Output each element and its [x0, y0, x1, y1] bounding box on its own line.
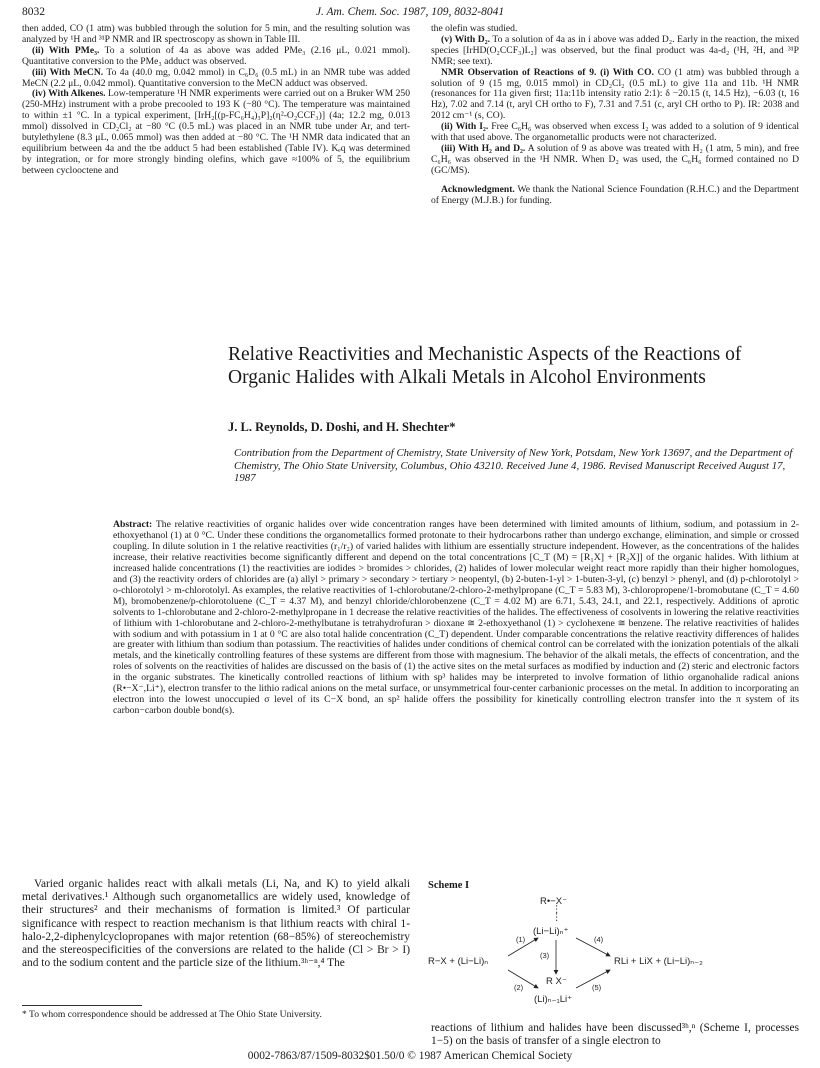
- page-number: 8032: [22, 6, 45, 18]
- paragraph-heading: (iv) With Alkenes.: [32, 88, 106, 100]
- scheme-label-1: (1): [516, 935, 526, 944]
- left-column: [22, 24, 410, 177]
- scheme-bottom-cluster: (Li)ₙ₋₁Li⁺: [534, 994, 573, 1005]
- paragraph-text: To a solution of 4a as above was added PMe₃ (2.16 μL, 0.021 mmol). Quantitative conversion to the PMe₃ adduct was observed.: [22, 44, 410, 67]
- scheme-label-5: (5): [592, 983, 602, 992]
- paragraph-text: then added, CO (1 atm) was bubbled through the solution for 5 min, and the resulting solution was analyzed by ¹H and ³¹P NMR and IR spectroscopy as shown in Table III.: [22, 23, 410, 45]
- scheme-arrow-4: [576, 938, 610, 956]
- paragraph-heading: Acknowledgment.: [441, 183, 515, 195]
- paragraph-text: Free C₆H₆ was observed when excess I₂ was added to a solution of 9 identical with that used above. The organometallic products were not characterized.: [431, 121, 800, 144]
- scheme-reactants: R−X + (Li−Li)ₙ: [428, 956, 489, 967]
- right-column-paragraph: [431, 122, 799, 144]
- article-title: Relative Reactivities and Mechanistic Aspects of the Reactions of Organic Halides with Alkali Metals in Alcohol Environments: [228, 344, 742, 388]
- intro-paragraph: Varied organic halides react with alkali metals (Li, Na, and K) to yield alkali metal derivatives.¹ Although such organometallics are widely used, knowledge of their structures² and their mechanisms of formation is limited.³ Of particular significance with respect to reaction mechanism is that lithium reacts with chiral 1-halo-2,2-diphenylcyclopropanes with major retention (68−85%) of stereochemistry and the stereospecificities of the conversions are related to the halide (Cl > Br > I) and to the sodium content and the particle size of the lithium.³ʰ⁻ⁿ,⁴ The: [22, 878, 410, 970]
- abstract-label: Abstract:: [113, 519, 153, 530]
- scheme-radical-anion: R•−X⁻: [540, 896, 568, 907]
- paragraph-text: CO (1 atm) was bubbled through a solution of 9 (15 mg, 0.015 mmol) in CD₂Cl₂ (0.5 mL) to give 11a and 11b. ¹H NMR (resonances for 11a given first; 11a:11b intensity ratio 2:1): δ −20.15 (t, 14.5 Hz), −6.03 (t, 16 Hz), 7.02 and 7.14 (t, aryl CH ortho to F), 7.31 and 7.51 (c, aryl CH ortho to P). IR: 2038 and 2012 cm⁻¹ (s, CO).: [431, 66, 800, 122]
- right-column-paragraph: [431, 144, 799, 177]
- left-column-paragraph: [22, 89, 410, 176]
- abstract-text: The relative reactivities of organic halides over wide concentration ranges have been determined with limited amounts of lithium, sodium, and potassium in 2-ethoxyethanol (1) at 0 °C. Under these conditions the organometallics formed protonate to their hydrocarbons rather than undergo exchange, elimination, and simple or crossed coupling. In dilute solution in 1 the relative reactivities (r₁/r₂) of varied halides with lithium are essentially structure independent. However, as the concentrations of the halides increase, their relative reactivities become significantly different and depend on the total concentrations [C_T (M) = [R₁X] + [R₂X]] of the organic halides. With lithium at increased halide concentrations (1) the reactivities are iodides > bromides > chlorides, (2) halides of lower molecular weight react more rapidly than their higher homologues, and (3) the reactivity orders of chlorides are (a) allyl > primary > secondary > tertiary > neopentyl, (b) 2-buten-1-yl > 1-buten-3-yl, (c) benzyl > phenyl, and (d) p-chlorotolyl > o-chlorotolyl > m-chlorotolyl. As examples, the relative reactivities of 1-chlorobutane/2-chloro-2-methylpropane (C_T = 5.83 M), 3-chloropropene/1-bromobutane (C_T = 4.60 M), bromobenzene/p-chlorotoluene (C_T = 4.37 M), and benzyl chloride/chlorobenzene (C_T = 4.02 M) are 6.71, 5.43, 24.1, and 22.1, respectively. Additions of aprotic solvents to 1-chlorobutane and 2-chloro-2-methylpropane in 1 decrease the relative reactivities of the halides. The effectiveness of cosolvents in lowering the relative reactivities of lithium with 1-chlorobutane and 2-chloro-2-methylbutane is tetrahydrofuran > dioxane ≅ 2-ethoxyethanol (1) > cyclohexene ≅ benzene. The relative reactivities of halides with sodium and with potassium in 1 at 0 °C are also total halide concentration (C_T) dependent. Under comparable concentrations the relative reactivity differences of halides are greater with lithium than sodium than potassium. The reactivities of halides under conditions of chemical control can be correlated with the ionization potentials of the alkali metals, and the kinetically controlling features of these systems are different from those with magnesium. The behavior of the alkali metals, the effects of concentration, and the roles of solvents on the reactivities of halides are discussed on the basis of (1) the active sites on the metal surfaces as modified by induction and (2) steric and electronic factors in the organic substrates. The kinetically controlled reactions of lithium with sp³ halides may be interpreted to involve formation of lithio organohalide radical anions (R•−X⁻,Li⁺), electron transfer to the lithio radical anions on the metal surface, or unsymmetrical four-center carbanionic processes on the metal. In addition to incorporating an electron into the lowest unoccupied σ level of its C−X bond, an sp² halide offers the possibility for kinetically controlling electron transfer into the π system of its carbon−carbon double bond(s).: [113, 519, 799, 717]
- running-header: [22, 6, 798, 22]
- paragraph-heading: (ii) With PMe₃.: [32, 44, 100, 56]
- footnote: * To whom correspondence should be addressed at The Ohio State University.: [22, 1009, 322, 1020]
- scheme-discussion: reactions of lithium and halides have been discussed³ʰ,ⁿ (Scheme I, processes 1−5) on the basis of transfer of a single electron to: [431, 1022, 799, 1048]
- scheme-label-2: (2): [514, 983, 524, 992]
- paragraph-heading: NMR Observation of Reactions of 9. (i) With CO.: [441, 66, 654, 78]
- scheme-li-cluster: (Li−Li)ₙ⁺: [533, 926, 569, 937]
- article-authors: J. L. Reynolds, D. Doshi, and H. Shechter*: [228, 420, 456, 434]
- paragraph-text: To 4a (40.0 mg, 0.042 mmol) in C₆D₆ (0.5 mL) in an NMR tube was added MeCN (2.2 μL, 0.042 mmol). Quantitative conversion to the MeCN adduct was observed.: [22, 66, 410, 89]
- paragraph-text: We thank the National Science Foundation (R.H.C.) and the Department of Energy (M.J.B.) for funding.: [431, 183, 799, 206]
- paragraph-text: Low-temperature ¹H NMR experiments were carried out on a Bruker WM 250 (250-MHz) instrument with a probe precooled to 193 K (−80 °C). The temperature was maintained to within ±1 °C. In a typical experiment, [IrH₂[(p-FC₆H₄)₃P]₂(η²-O₂CCF₃)] (4a; 12.2 mg, 0.013 mmol) dissolved in CD₂Cl₂ at −80 °C (0.5 mL) was placed in an NMR tube under Ar, and tert-butylethylene (8.3 μL, 0.065 mmol) was then added at −80 °C. The ¹H NMR data indicated that an equilibrium between 4a and the tbe adduct 5 had been established (Table IV). Kₑq was determined by integration, or for more strongly binding olefins, which gave ≈100% of 5, the equilibrium between cyclooctene and: [22, 88, 410, 176]
- left-column-paragraph: [22, 24, 410, 46]
- paragraph-heading: (iii) With MeCN.: [32, 66, 104, 78]
- reaction-scheme: [428, 892, 800, 1012]
- left-column-paragraph: [22, 68, 410, 90]
- scheme-radical-pair: R X⁻: [546, 976, 567, 987]
- footnote-rule: [22, 1005, 142, 1006]
- paragraph-text: the olefin was studied.: [431, 23, 518, 34]
- journal-citation: J. Am. Chem. Soc. 1987, 109, 8032-8041: [315, 6, 505, 18]
- article-affiliation: Contribution from the Department of Chemistry, State University of New York, Potsdam, New York 13697, and the Department of Chemistry, The Ohio State University, Columbus, Ohio 43210. Received June 4, 1986. Revised Manuscript Received August 17, 1987: [234, 447, 793, 485]
- right-column: [431, 24, 799, 207]
- abstract: [113, 520, 799, 717]
- right-column-paragraph: [431, 68, 799, 123]
- right-column-paragraph: [431, 35, 799, 68]
- scheme-products: RLi + LiX + (Li−Li)ₙ₋₂: [614, 956, 703, 967]
- right-column-paragraph: [431, 185, 799, 207]
- scheme-title: Scheme I: [428, 880, 470, 891]
- paragraph-heading: (ii) With I₂.: [441, 121, 489, 133]
- paragraph-heading: (iii) With H₂ and D₂.: [441, 142, 526, 154]
- paragraph-heading: (v) With D₂.: [441, 33, 490, 45]
- scheme-label-4: (4): [594, 935, 604, 944]
- left-column-paragraph: [22, 46, 410, 68]
- scheme-label-3: (3): [540, 951, 550, 960]
- scheme-dot-1: ⋮: [552, 904, 562, 915]
- scheme-dot-2: ⋮: [552, 912, 562, 923]
- paragraph-text: A solution of 9 as above was treated with H₂ (1 atm, 5 min), and free C₆H₆ was observed in the ¹H NMR. When D₂ was used, the C₆H₆ formed contained no D (GC/MS).: [431, 142, 799, 176]
- copyright-footer: 0002-7863/87/1509-8032$01.50/0 © 1987 American Chemical Society: [247, 1050, 573, 1062]
- paragraph-text: To a solution of 4a as in i above was added D₂. Early in the reaction, the mixed species [IrHD(O₂CCF₃)L₂] was observed, but the final product was 4a-d₂ (¹H, ²H, and ³¹P NMR; see text).: [431, 33, 799, 67]
